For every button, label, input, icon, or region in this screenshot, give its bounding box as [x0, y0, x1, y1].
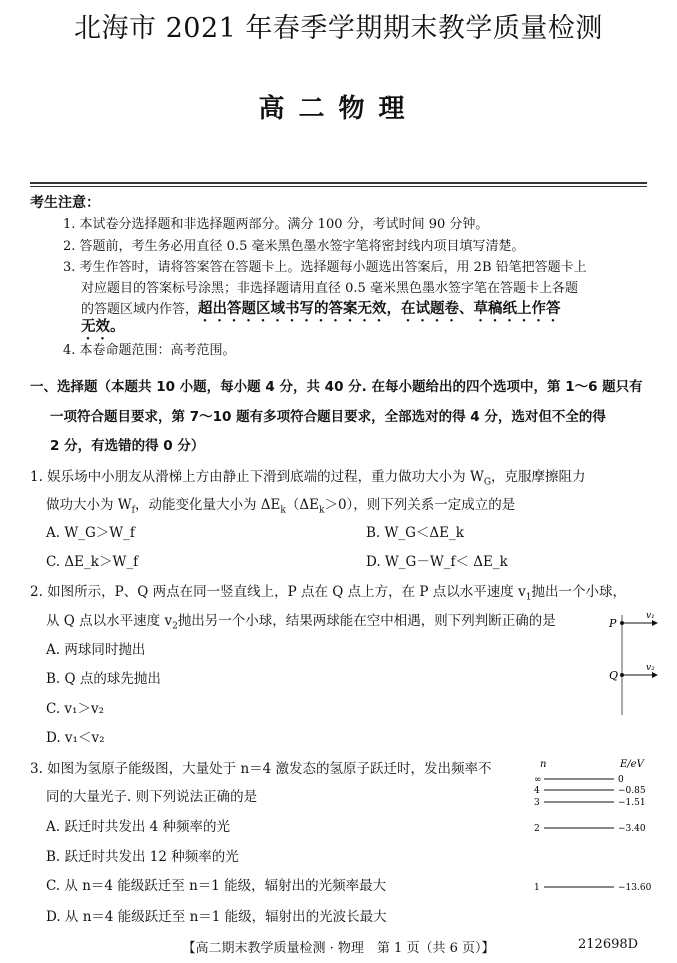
- level-n: 1: [534, 883, 540, 893]
- q-text: 抛出一个小球，: [531, 584, 626, 600]
- q-text: 1. 娱乐场中小朋友从滑梯上方由静止下滑到底端的过程，重力做功大小为 W: [30, 469, 484, 485]
- question-2-cont: 从 Q 点以水平速度 $v_2$抛出另一个小球，结果两球能在空中相遇，则下列判断正确的是: [46, 613, 556, 632]
- option-d: D. v₁＜v₂: [46, 730, 105, 746]
- option-a: A. W_G＞W_f: [46, 525, 135, 541]
- level-e: −13.60: [618, 883, 652, 893]
- notice-heading: 考生注意：: [30, 195, 100, 211]
- option-c: C. v₁＞v₂: [46, 701, 105, 717]
- notice-item: 4. 本卷命题范围：高考范围。: [63, 343, 236, 358]
- level-n: 2: [534, 824, 540, 834]
- q-text: 做功大小为 W: [46, 497, 132, 513]
- question-1: 1. 娱乐场中小朋友从滑梯上方由静止下滑到底端的过程，重力做功大小为 $W_G$，克服摩擦阻力: [30, 469, 586, 488]
- option-b: B. Q 点的球先抛出: [46, 671, 161, 687]
- level-e: 0: [618, 775, 624, 785]
- question-2: 2. 如图所示，P、Q 两点在同一竖直线上，P 点在 Q 点上方，在 P 点以水平速度 $v_1$抛出一个小球，: [30, 584, 626, 603]
- q-text: 从 Q 点以水平速度 v: [46, 613, 173, 629]
- notice-item: 2. 答题前，考生务必用直径 0.5 毫米黑色墨水签字笔将密封线内项目填写清楚。: [63, 239, 525, 254]
- option-a: A. 两球同时抛出: [46, 642, 146, 658]
- question-3: 3. 如图为氢原子能级图，大量处于 n＝4 激发态的氢原子跃迁时，发出频率不: [30, 761, 492, 777]
- option-d: D. 从 n＝4 能级跃迁至 n＝1 能级，辐射出的光波长最大: [46, 909, 387, 925]
- label-v2: v₂: [646, 663, 655, 673]
- level-n: ∞: [534, 775, 542, 785]
- divider: [30, 186, 647, 187]
- subject-title: 高二物理: [258, 94, 419, 124]
- level-n: 3: [534, 798, 540, 808]
- notice-item: 1. 本试卷分选择题和非选择题两部分。满分 100 分，考试时间 90 分钟。: [63, 217, 489, 232]
- e-axis-label: E/eV: [620, 759, 644, 770]
- level-e: −0.85: [618, 786, 646, 796]
- q-text: ＞0），则下列关系一定成立的是: [324, 497, 516, 513]
- exam-title: 北海市 2021 年春季学期期末教学质量检测: [74, 13, 603, 44]
- option-b: B. 跃迁时共发出 12 种频率的光: [46, 849, 239, 865]
- question-1-cont: 做功大小为 $W_f$，动能变化量大小为 $\Delta E_k(\Delta E_k>0)$，则下列关系一定成立的是: [46, 497, 516, 516]
- notice-emphasis: 无效。: [81, 319, 125, 335]
- label-v1: v₁: [646, 611, 655, 621]
- level-n: 4: [534, 786, 540, 796]
- notice-item-part: [81, 297, 561, 325]
- q-text: 2. 如图所示，P、Q 两点在同一竖直线上，P 点在 Q 点上方，在 P 点以水平速度 v: [30, 584, 526, 600]
- label-q: Q: [609, 669, 619, 682]
- option-d: D. W_G－W_f＜ ΔE_k: [366, 554, 508, 570]
- notice-emphasis: 超出答题区域书写的答案无效，在试题卷、草稿纸上作答: [198, 301, 561, 317]
- question-3-cont: 同的大量光子. 则下列说法正确的是: [46, 789, 258, 805]
- paper-code: 212698D: [578, 937, 639, 952]
- q-text: ，动能变化量大小为 ΔE: [135, 497, 281, 513]
- section-heading: 一、选择题（本题共 10 小题，每小题 4 分，共 40 分. 在每小题给出的四个选项中，第 1～6 题只有: [30, 379, 643, 395]
- label-p: P: [609, 617, 617, 630]
- q-text: （ΔE: [285, 497, 319, 513]
- q-text: 抛出另一个小球，结果两球能在空中相遇，则下列判断正确的是: [177, 613, 556, 629]
- option-c: C. 从 n＝4 能级跃迁至 n＝1 能级，辐射出的光频率最大: [46, 878, 387, 894]
- section-heading: 一项符合题目要求，第 7～10 题有多项符合题目要求，全部选对的得 4 分，选对但不全的得: [50, 409, 606, 425]
- notice-item: 3. 考生作答时，请将答案答在答题卡上。选择题每小题选出答案后，用 2B 铅笔把答题卡上: [63, 260, 587, 275]
- level-e: −3.40: [618, 824, 646, 834]
- option-a: A. 跃迁时共发出 4 种频率的光: [46, 819, 231, 835]
- n-axis-label: n: [540, 759, 547, 770]
- q-text: ，克服摩擦阻力: [491, 469, 586, 485]
- notice-item: 对应题目的答案标号涂黑；非选择题请用直径 0.5 毫米黑色墨水签字笔在答题卡上各题: [81, 281, 578, 296]
- projectile-figure: [600, 605, 660, 720]
- level-e: −1.51: [618, 798, 646, 808]
- option-c: C. ΔE_k＞W_f: [46, 554, 139, 570]
- notice-text: 的答题区域内作答，: [81, 302, 199, 317]
- energy-level-diagram: [530, 755, 655, 895]
- divider: [30, 182, 647, 184]
- option-b: B. W_G＜ΔE_k: [366, 525, 464, 541]
- section-heading: 2 分，有选错的得 0 分）: [50, 438, 205, 454]
- page-footer: 【高二期末教学质量检测 · 物理 第 1 页（共 6 页）】: [182, 941, 495, 956]
